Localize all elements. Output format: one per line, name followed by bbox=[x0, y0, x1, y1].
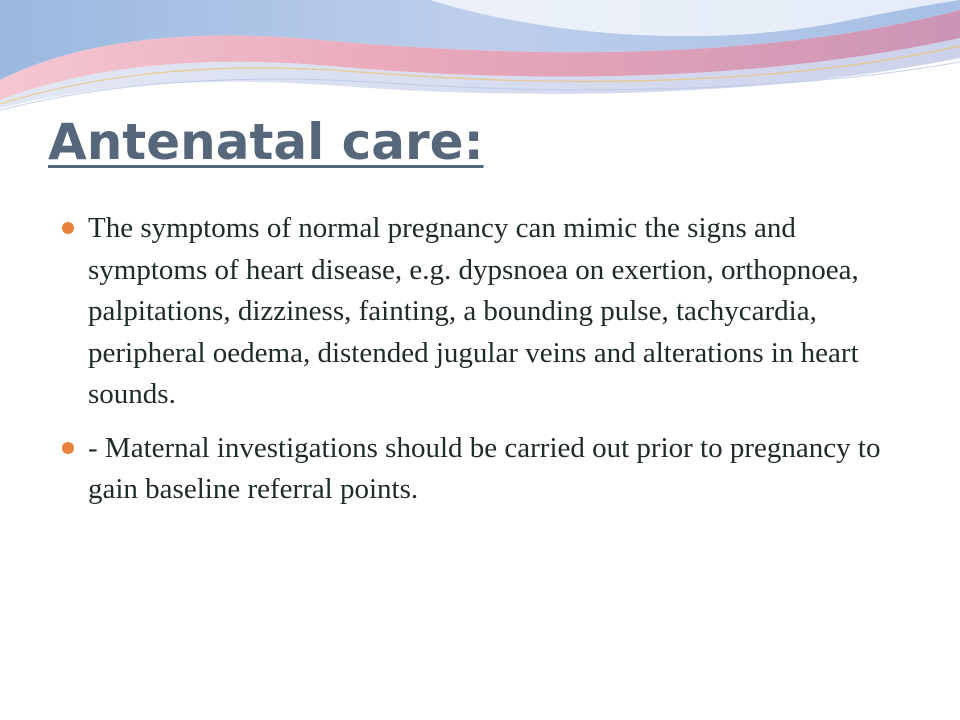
bullet-item bbox=[62, 208, 922, 416]
bullet-dot-icon bbox=[62, 442, 74, 454]
slide-title: Antenatal care: bbox=[48, 113, 484, 171]
bullet-text: - Maternal investigations should be carried out prior to pregnancy to gain baseline referral points. bbox=[88, 431, 881, 505]
bullet-list bbox=[62, 208, 922, 523]
bullet-item bbox=[62, 428, 922, 511]
bullet-dot-icon bbox=[62, 222, 74, 234]
bullet-text: The symptoms of normal pregnancy can mimic the signs and symptoms of heart disease, e.g. dypsnoea on exertion, orthopnoea, palpitations, dizziness, fainting, a bounding pulse, tachycardia, peripheral oedema, distended jugular veins and alterations in heart sounds. bbox=[88, 212, 859, 410]
